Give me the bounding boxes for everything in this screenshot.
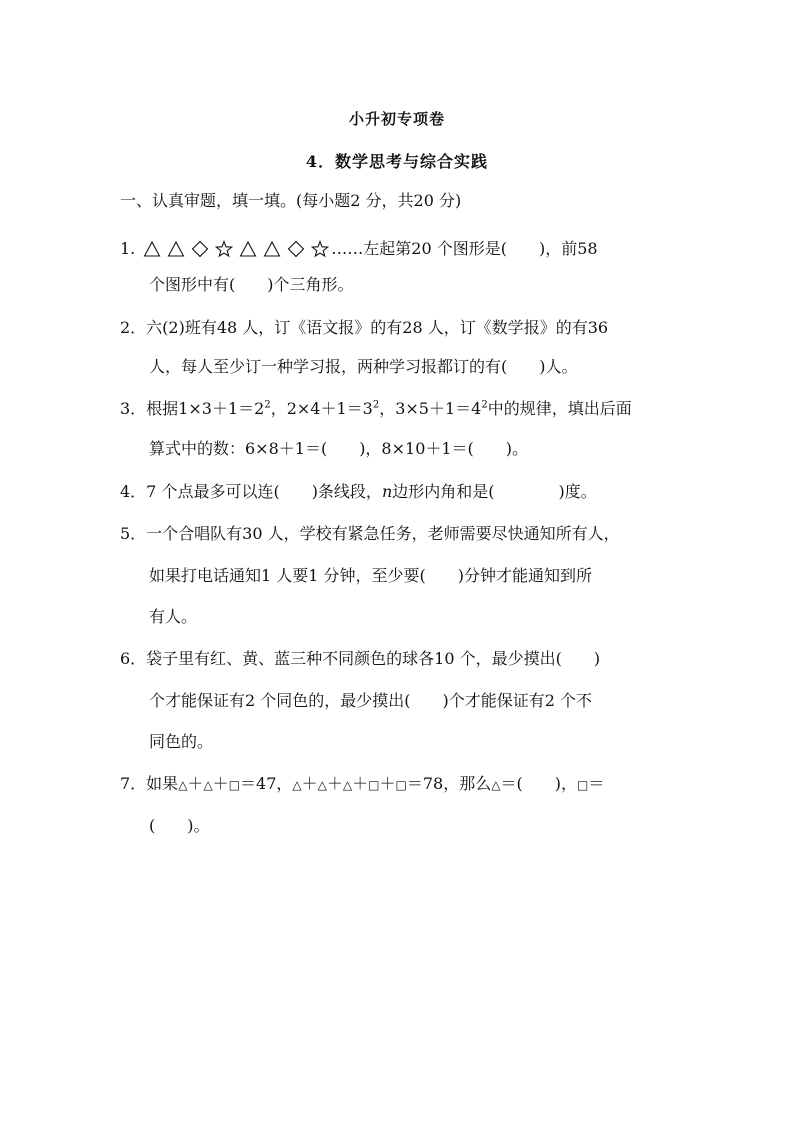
question-3-prefix: 3．根据	[120, 399, 179, 418]
triangle-symbol: △	[342, 778, 353, 792]
question-7-prefix: 7．如果	[120, 774, 179, 793]
question-2-line-1: 2．六(2)班有48 人，订《语文报》的有28 人，订《数学报》的有36	[120, 318, 609, 337]
square-symbol: □	[368, 778, 380, 792]
unit-title: 4．数学思考与综合实践	[305, 152, 489, 171]
question-3-suffix: 中的规律，填出后面	[487, 399, 632, 418]
question-1-text: ……左起第20 个图形是( )，前58	[331, 239, 598, 258]
variable-n: n	[381, 482, 393, 501]
triangle-symbol: △	[317, 778, 327, 792]
equation-1: 1×3＋1＝2	[178, 399, 265, 418]
square-symbol: □	[228, 778, 241, 792]
star-icon	[311, 240, 329, 258]
question-3-line-2: 算式中的数：6×8＋1＝( )，8×10＋1＝( )。	[149, 439, 529, 458]
triangle-symbol: △	[178, 778, 188, 792]
equation-b-result: ＝78，那么	[406, 774, 492, 793]
question-3-line-1	[120, 398, 632, 420]
triangle-answer-blank: ＝( )，	[500, 774, 577, 793]
plus-sign: ＋	[212, 774, 229, 793]
diamond-icon	[191, 240, 209, 258]
equation-3-exponent: 2	[481, 399, 488, 411]
plus-sign: ＋	[352, 774, 369, 793]
triangle-icon	[167, 240, 185, 258]
equation-3: ，3×5＋1＝4	[379, 399, 482, 418]
question-6-line-1: 6．袋子里有红、黄、蓝三种不同颜色的球各10 个，最少摸出( )	[120, 649, 601, 668]
question-1-number: 1.	[120, 239, 136, 258]
question-7-line-2: ( )。	[149, 816, 210, 835]
equation-a-result: ＝47，	[240, 774, 293, 793]
diamond-icon	[287, 240, 305, 258]
square-symbol: □	[395, 778, 407, 792]
equation-2: ，2×4＋1＝3	[270, 399, 373, 418]
square-symbol: □	[576, 778, 589, 792]
section-heading: 一、认真审题，填一填。(每小题2 分，共20 分)	[120, 191, 462, 210]
triangle-symbol: △	[203, 778, 213, 792]
equation-1-exponent: 2	[264, 399, 271, 411]
question-5-line-1: 5．一个合唱队有30 人，学校有紧急任务，老师需要尽快通知所有人，	[120, 524, 620, 543]
question-2-line-2: 人，每人至少订一种学习报，两种学习报都订的有( )人。	[149, 357, 578, 376]
question-1-line-2: 个图形中有( )个三角形。	[149, 275, 354, 294]
question-4-part-1: 4．7 个点最多可以连( )条线段，	[120, 482, 382, 501]
triangle-icon	[143, 240, 161, 258]
plus-sign: ＋	[326, 774, 343, 793]
triangle-symbol: △	[292, 778, 302, 792]
triangle-symbol: △	[491, 778, 501, 792]
question-4-line-1	[120, 481, 597, 503]
plus-sign: ＋	[379, 774, 396, 793]
equation-2-exponent: 2	[372, 399, 380, 411]
question-5-line-3: 有人。	[149, 607, 198, 626]
question-1-line-1	[120, 238, 598, 260]
question-4-part-2: 边形内角和是( )度。	[392, 482, 597, 501]
triangle-icon	[263, 240, 281, 258]
star-icon	[215, 240, 233, 258]
question-6-line-2: 个才能保证有2 个同色的，最少摸出( )个才能保证有2 个不	[149, 691, 593, 710]
equals-sign: ＝	[588, 774, 605, 793]
shape-sequence	[143, 240, 329, 258]
plus-sign: ＋	[301, 774, 318, 793]
question-7-line-1	[120, 773, 604, 796]
question-6-line-3: 同色的。	[149, 732, 214, 751]
series-title: 小升初专项卷	[348, 110, 445, 128]
triangle-icon	[239, 240, 257, 258]
plus-sign: ＋	[187, 774, 204, 793]
question-5-line-2: 如果打电话通知1 人要1 分钟，至少要( )分钟才能通知到所	[149, 566, 593, 585]
